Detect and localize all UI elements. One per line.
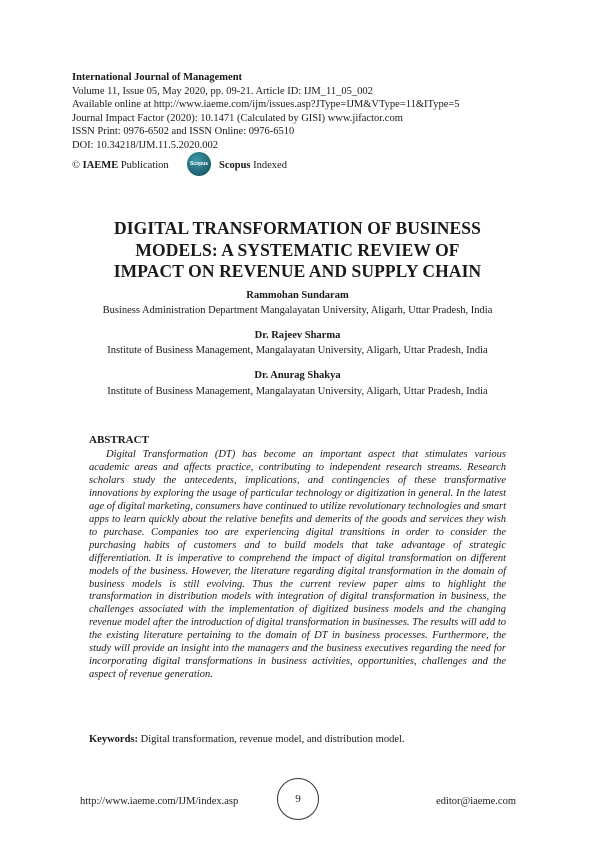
title-line-2: MODELS: A SYSTEMATIC REVIEW OF	[135, 239, 460, 260]
publisher-name: IAEME	[82, 160, 119, 171]
scopus-badge-text: Scopus	[189, 161, 209, 167]
scopus-indexed-label	[219, 160, 287, 171]
author-affiliation: Institute of Business Management, Mangalayatan University, Aligarh, Uttar Pradesh, India	[107, 345, 488, 356]
author-affiliation: Business Administration Department Mangalayatan University, Aligarh, Uttar Pradesh, India	[102, 305, 493, 316]
author-name: Rammohan Sundaram	[246, 290, 349, 301]
doi-line: DOI: 10.34218/IJM.11.5.2020.002	[72, 139, 219, 151]
copyright-symbol: ©	[72, 160, 80, 171]
page-number: 9	[277, 778, 319, 820]
paper-title	[60, 218, 535, 283]
journal-header	[72, 71, 532, 153]
volume-line: Volume 11, Issue 05, May 2020, pp. 09-21. Article ID: IJM_11_05_002	[72, 85, 373, 97]
impact-factor-line: Journal Impact Factor (2020): 10.1471 (Calculated by GISI) www.jifactor.com	[72, 112, 403, 124]
publisher-suffix: Publication	[120, 160, 169, 171]
indexed-suffix: Indexed	[253, 160, 287, 171]
page-footer	[80, 778, 516, 818]
scopus-name: Scopus	[219, 160, 251, 171]
abstract-body: Digital Transformation (DT) has become an important aspect that stimulates various academic areas and affects practice, contributing to independent research streams. Research scholars study the antecedents, implications, and contingencies of these transformative innovations by exploring the usage of particular technology or digitization in general. In the latest age of digital marketing, consumers have continued to utilize revolutionary technologies and smart apps to learn quickly about the relative benefits and demerits of the goods and services they wish to purchase. Companies too are experiencing digital transitions in order to consider the purchasing habits of customers and to build models that take advantage of strategic differentiation. It is imperative to comprehend the impact of digital transformation on different models of the business. However, the literature regarding digital transformation in the domain of business models is still evolving. Thus the current review paper aims to highlight the transformation in distribution models with integration of digital transformation in business, the challenges associated with the implementation of digitized business models and the changing revenue model after the introduction of digital transformation in businesses. The results will add to the existing literature pertaining to the domain of DT in business processes. Furthermore, the study will provide an insight into the managers and the business executives regarding the need for incorporating digital transformations in business activities, opportunities, challenges and the aspect of revenue generation.	[89, 449, 506, 681]
keywords-text: Digital transformation, revenue model, and distribution model.	[140, 734, 405, 745]
scopus-logo-icon	[187, 152, 211, 176]
abstract-heading: ABSTRACT	[89, 434, 149, 446]
publisher-row	[72, 152, 532, 182]
author-name: Dr. Anurag Shakya	[254, 370, 341, 381]
title-line-3: IMPACT ON REVENUE AND SUPPLY CHAIN	[113, 261, 482, 281]
available-online-line[interactable]: Available online at http://www.iaeme.com/ijm/issues.asp?JType=IJM&VType=11&IType=5	[72, 99, 460, 111]
publisher-label	[72, 160, 169, 171]
title-line-1: DIGITAL TRANSFORMATION OF BUSINESS	[114, 218, 481, 238]
issn-line: ISSN Print: 0976-6502 and ISSN Online: 0976-6510	[72, 126, 295, 138]
keywords-label: Keywords:	[89, 734, 138, 745]
author-affiliation: Institute of Business Management, Mangalayatan University, Aligarh, Uttar Pradesh, India	[107, 386, 488, 397]
author-name: Dr. Rajeev Sharma	[254, 330, 341, 341]
footer-email[interactable]: editor@iaeme.com	[436, 796, 516, 807]
journal-name: International Journal of Management	[72, 72, 243, 83]
keywords-line	[89, 734, 405, 745]
footer-url[interactable]: http://www.iaeme.com/IJM/index.asp	[80, 796, 239, 807]
